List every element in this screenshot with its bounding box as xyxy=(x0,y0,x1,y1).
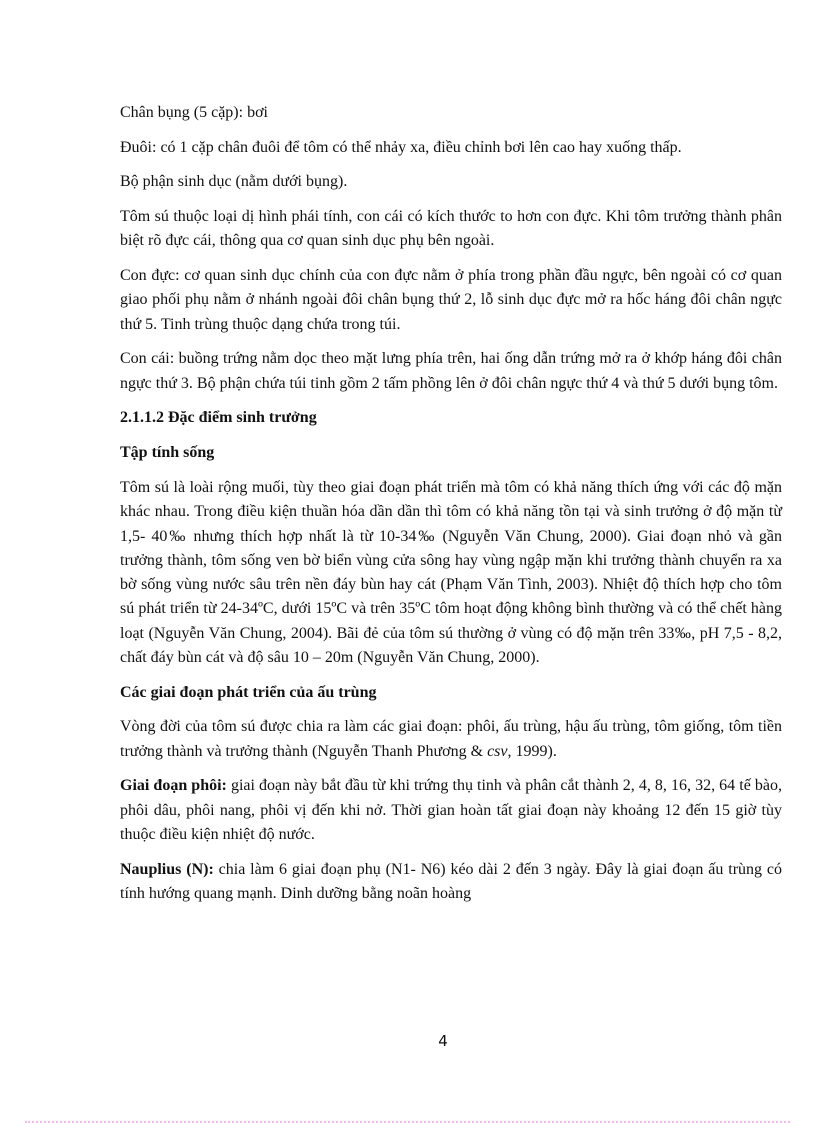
page-body xyxy=(120,101,782,917)
subheading-larval-stages: Các giai đoạn phát triển của ấu trùng xyxy=(120,683,377,701)
paragraph-swimming-legs: Chân bụng (5 cặp): bơi xyxy=(120,104,268,121)
nauplius-stage-text: chia làm 6 giai đoạn phụ (N1- N6) kéo dài 2 đến 3 ngày. Đây là giai đoạn ấu trùng có tính hướng quang mạnh. Dinh dưỡng bằng noãn hoàng xyxy=(120,860,782,903)
paragraph-sexual-dimorphism: Tôm sú thuộc loại dị hình phái tính, con cái có kích thước to hơn con đực. Khi tôm trưởng thành phân biệt rõ đực cái, thông qua cơ quan sinh dục phụ bên ngoài. xyxy=(120,208,782,250)
paragraph-embryo-stage xyxy=(120,774,782,847)
paragraph-reproductive-organ: Bộ phận sinh dục (nằm dưới bụng). xyxy=(120,173,348,191)
section-heading-growth-characteristics: 2.1.1.2 Đặc điểm sinh trưởng xyxy=(120,409,317,427)
paragraph-life-cycle xyxy=(120,715,782,764)
embryo-stage-label: Giai đoạn phôi: xyxy=(120,777,227,795)
paragraph-salinity-habitat: Tôm sú là loài rộng muối, tùy theo giai đoạn phát triển mà tôm có khả năng thích ứng với các độ mặn khác nhau. Trong điều kiện thuần hóa dần dần thì tôm có khả năng tồn tại và sinh trưởng ở độ mặn từ 1,5- 40‰ nhưng thích hợp nhất là từ 10-34‰ (Nguyễn Văn Chung, 2000). Giai đoạn nhỏ và gần trưởng thành, tôm sống ven bờ biển vùng cửa sông hay vùng ngập mặn khi trưởng thành chuyển ra xa bờ sống vùng nước sâu trên nền đáy bùn hay cát (Phạm Văn Tình, 2003). Nhiệt độ thích hợp cho tôm sú phát triển từ 24-34ºC, dưới 15ºC và trên 35ºC tôm hoạt động không bình thường và có thể chết hàng loạt (Nguyễn Văn Chung, 2004). Bãi đẻ của tôm sú thường ở vùng có độ mặn trên 33‰, pH 7,5 - 8,2, chất đáy bùn cát và độ sâu 10 – 20m (Nguyễn Văn Chung, 2000). xyxy=(120,478,782,666)
embryo-stage-text: giai đoạn này bắt đầu từ khi trứng thụ tinh và phân cắt thành 2, 4, 8, 16, 32, 64 tế bào, phôi dâu, phôi nang, phôi vị đến khi nở. Thời gian hoàn tất giai đoạn này khoảng 12 đến 15 giờ tùy thuộc điều kiện nhiệt độ nước. xyxy=(120,777,782,844)
paragraph-tail: Đuôi: có 1 cặp chân đuôi để tôm có thể nhảy xa, điều chỉnh bơi lên cao hay xuống thấp. xyxy=(120,138,682,156)
citation-etal: csv xyxy=(487,742,508,760)
subheading-living-habits: Tập tính sống xyxy=(120,444,215,462)
paragraph-male: Con đực: cơ quan sinh dục chính của con đực nằm ở phía trong phần đầu ngực, bên ngoài có cơ quan giao phối phụ nằm ở nhánh ngoài đôi chân bụng thứ 2, lỗ sinh dục đực mở ra hốc háng đôi chân ngực thứ 5. Tinh trùng thuộc dạng chứa trong túi. xyxy=(120,267,782,333)
page-number: 4 xyxy=(438,1032,448,1050)
life-cycle-text: Vòng đời của tôm sú được chia ra làm các giai đoạn: phôi, ấu trùng, hậu ấu trùng, tôm giống, tôm tiền trưởng thành và trưởng thành (Nguyễn Thanh Phương & xyxy=(120,718,782,760)
life-cycle-text-end: , 1999). xyxy=(507,742,557,760)
paragraph-nauplius-stage xyxy=(120,858,782,907)
paragraph-female: Con cái: buồng trứng nằm dọc theo mặt lưng phía trên, hai ống dẫn trứng mở ra ở khớp háng đôi chân ngực thứ 3. Bộ phận chứa túi tinh gồm 2 tấm phồng lên ở đôi chân ngực thứ 4 và thứ 5 dưới bụng tôm. xyxy=(120,350,782,392)
nauplius-stage-label: Nauplius (N): xyxy=(120,860,214,878)
